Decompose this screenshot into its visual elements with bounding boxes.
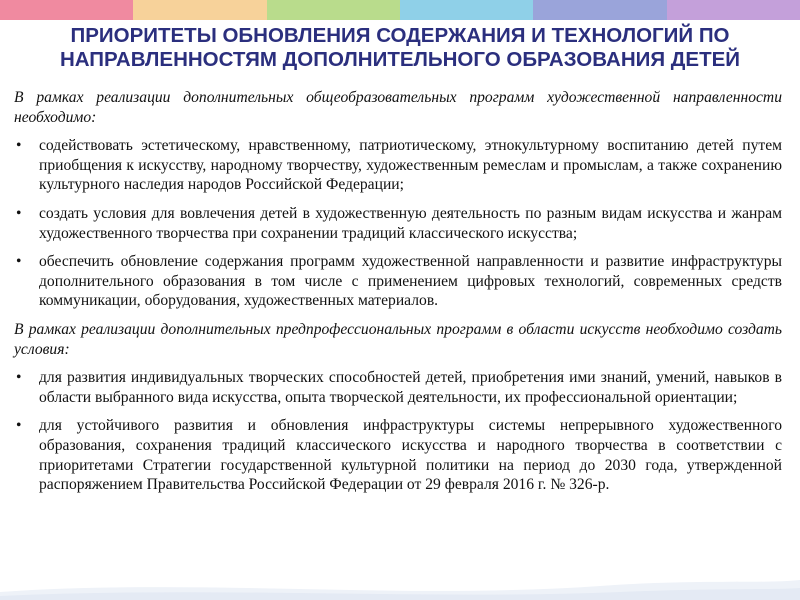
- bullet-icon: •: [16, 204, 22, 222]
- slide-content: [14, 88, 782, 504]
- bullet-icon: •: [16, 137, 22, 155]
- list-item: [14, 204, 782, 243]
- bullet-icon: •: [16, 369, 22, 387]
- list-item-text: создать условия для вовлечения детей в художественную деятельность по разным видам искусства и жанрам художественного творчества при сохранении традиций классического искусства;: [39, 204, 782, 242]
- list-item-text: содействовать эстетическому, нравственному, патриотическому, этнокультурному воспитанию детей путем приобщения к искусству, народному творчеству, художественным ремеслам и промыслам, а также сохранению культурного наследия народов Российской Федерации;: [39, 137, 782, 194]
- list-item-text: для устойчивого развития и обновления инфраструктуры системы непрерывного художественного образования, сохранения традиций классического искусства и народного творчества в соответствии с приоритетами Стратегии государственной культурной политики на период до 2030 года, утвержденной распоряжением Правительства Российской Федерации от 29 февраля 2016 г. № 326-р.: [39, 417, 782, 494]
- top-color-bar-segment: [0, 0, 133, 20]
- top-color-bar-segment: [267, 0, 400, 20]
- footer-wave-decoration: [0, 570, 800, 600]
- bullet-list: [14, 136, 782, 311]
- section-artistic-programs: [14, 88, 782, 311]
- list-item-text: для развития индивидуальных творческих способностей детей, приобретения ими знаний, умений, навыков в области выбранного вида искусства, опыта творческой деятельности, их профессиональной ориентации;: [39, 369, 782, 406]
- bullet-list: [14, 368, 782, 495]
- list-item: [14, 416, 782, 494]
- section-intro: В рамках реализации дополнительных общеобразовательных программ художественной направленности необходимо:: [14, 89, 782, 126]
- list-item-text: обеспечить обновление содержания программ художественной направленности и развитие инфраструктуры дополнительного образования в том числе с применением цифровых технологий, современных средств коммуникации, оборудования, художественных материалов.: [39, 253, 782, 310]
- section-preprofessional-programs: [14, 320, 782, 495]
- top-color-bar-segment: [400, 0, 533, 20]
- top-color-bar-segment: [533, 0, 666, 20]
- list-item: [14, 136, 782, 195]
- list-item: [14, 368, 782, 407]
- top-color-bar-segment: [133, 0, 266, 20]
- bullet-icon: •: [16, 253, 22, 271]
- slide-title: ПРИОРИТЕТЫ ОБНОВЛЕНИЯ СОДЕРЖАНИЯ И ТЕХНОЛОГИЙ ПО НАПРАВЛЕННОСТЯМ ДОПОЛНИТЕЛЬНОГО ОБРАЗОВАНИЯ ДЕТЕЙ: [59, 24, 741, 71]
- top-color-bar: [0, 0, 800, 20]
- top-color-bar-segment: [667, 0, 800, 20]
- list-item: [14, 252, 782, 311]
- section-intro: В рамках реализации дополнительных предпрофессиональных программ в области искусств необходимо создать условия:: [14, 320, 782, 358]
- bullet-icon: •: [16, 417, 22, 435]
